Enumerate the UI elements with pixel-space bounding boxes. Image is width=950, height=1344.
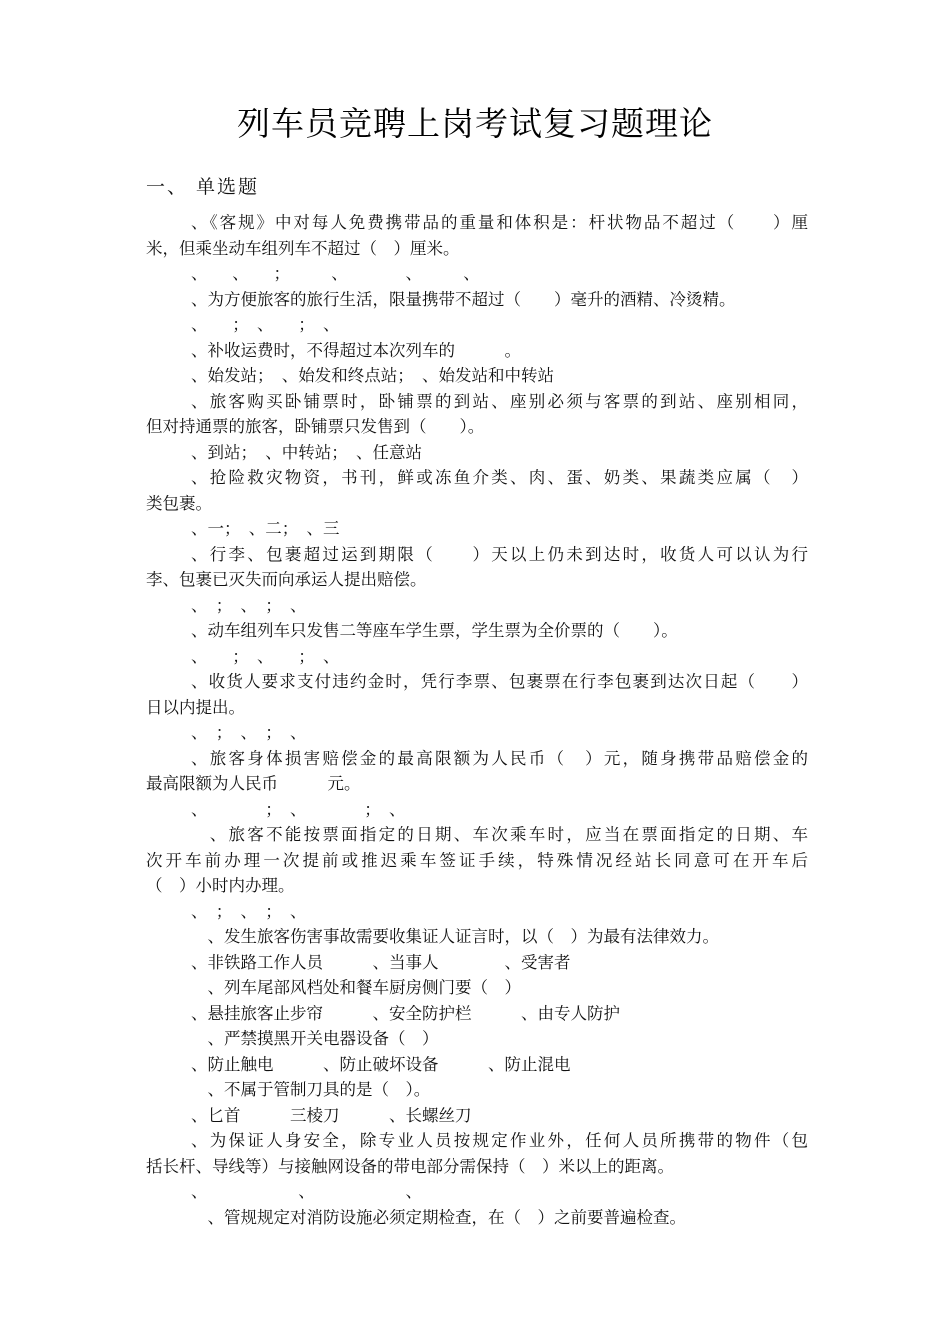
question-text-line: 、收货人要求支付违约金时，凭行李票、包裹票在行李包裹到达次日起（ ） — [191, 672, 808, 691]
question-list — [146, 210, 808, 1230]
question-text-line: （ ）小时内办理。 — [146, 876, 295, 895]
question-text-line: 、《客规》中对每人免费携带品的重量和体积是：杆状物品不超过（ ）厘 — [191, 213, 808, 232]
answer-options-line: 、到站； 、中转站； 、任意站 — [191, 442, 422, 462]
answer-options-line: 、防止触电 、防止破坏设备 、防止混电 — [191, 1054, 571, 1074]
answer-options-line: 、悬挂旅客止步帘 、安全防护栏 、由专人防护 — [191, 1003, 620, 1023]
question-text-line: 、行李、包裹超过运到期限（ ）天以上仍未到达时，收货人可以认为行 — [191, 544, 808, 564]
answer-options-line: 、 ； 、 ； 、 — [191, 646, 340, 666]
question-text-line: 但对持通票的旅客，卧铺票只发售到（ ）。 — [146, 417, 485, 436]
answer-options-line: 、匕首 三棱刀 、长螺丝刀 — [191, 1105, 472, 1125]
question-text-line: 、动车组列车只发售二等座车学生票，学生票为全价票的（ ）。 — [191, 621, 678, 640]
question-text-line: 次开车前办理一次提前或推迟乘车签证手续，特殊情况经站长同意可在开车后 — [146, 850, 808, 870]
question-text-line: 、旅客购买卧铺票时，卧铺票的到站、座别必须与客票的到站、座别相同， — [191, 391, 808, 411]
answer-options-line: 、 ； 、 ； 、 — [191, 799, 406, 819]
answer-options-line: 、 ； 、 ； 、 — [191, 901, 307, 921]
question-text-line: 、列车尾部风档处和餐车厨房侧门要（ ） — [191, 978, 521, 997]
question-text-line: 、不属于管制刀具的是（ ）。 — [191, 1080, 431, 1099]
answer-options-line: 、始发站； 、始发和终点站； 、始发站和中转站 — [191, 366, 554, 385]
question-text-line: 日以内提出。 — [146, 697, 245, 717]
answer-options-line: 、 ； 、 ； 、 — [191, 315, 340, 334]
question-text-line: 、严禁摸黑开关电器设备（ ） — [191, 1029, 439, 1048]
question-text-line: 李、包裹已灭失而向承运人提出赔偿。 — [146, 570, 427, 589]
question-text-line: 、管规规定对消防设施必须定期检查，在（ ）之前要普遍检查。 — [191, 1207, 686, 1227]
question-text-line: 、发生旅客伤害事故需要收集证人证言时，以（ ）为最有法律效力。 — [191, 927, 719, 946]
answer-options-line: 、 、 ； 、 、 、 — [191, 264, 480, 283]
page-title: 列车员竞聘上岗考试复习题理论 — [237, 104, 713, 143]
question-text-line: 、为保证人身安全，除专业人员按规定作业外，任何人员所携带的物件（包 — [191, 1131, 808, 1150]
answer-options-line: 、 ； 、 ； 、 — [191, 595, 307, 615]
question-text-line: 、旅客身体损害赔偿金的最高限额为人民币（ ）元，随身携带品赔偿金的 — [191, 748, 808, 768]
question-text-line: 、抢险救灾物资，书刊，鲜或冻鱼介类、肉、蛋、奶类、果蔬类应属（ ） — [191, 468, 808, 487]
question-text-line: 括长杆、导线等）与接触网设备的带电部分需保持（ ）米以上的距离。 — [146, 1156, 674, 1176]
question-text-line: 最高限额为人民币 元。 — [146, 774, 361, 793]
question-text-line: 、为方便旅客的旅行生活，限量携带不超过（ ）毫升的酒精、冷烫精。 — [191, 289, 736, 309]
question-text-line: 类包裹。 — [146, 493, 212, 513]
answer-options-line: 、非铁路工作人员 、当事人 、受害者 — [191, 952, 571, 972]
question-text-line: 米，但乘坐动车组列车不超过（ ）厘米。 — [146, 238, 460, 258]
question-text-line: 、补收运费时，不得超过本次列车的 。 — [191, 340, 521, 360]
answer-options-line: 、一； 、二； 、三 — [191, 519, 340, 538]
section-heading: 一、 单选题 — [146, 176, 260, 198]
answer-options-line: 、 ； 、 ； 、 — [191, 723, 307, 742]
question-text-line: 、旅客不能按票面指定的日期、车次乘车时，应当在票面指定的日期、车 — [191, 825, 808, 844]
answer-options-line: 、 、 、 — [191, 1182, 422, 1201]
